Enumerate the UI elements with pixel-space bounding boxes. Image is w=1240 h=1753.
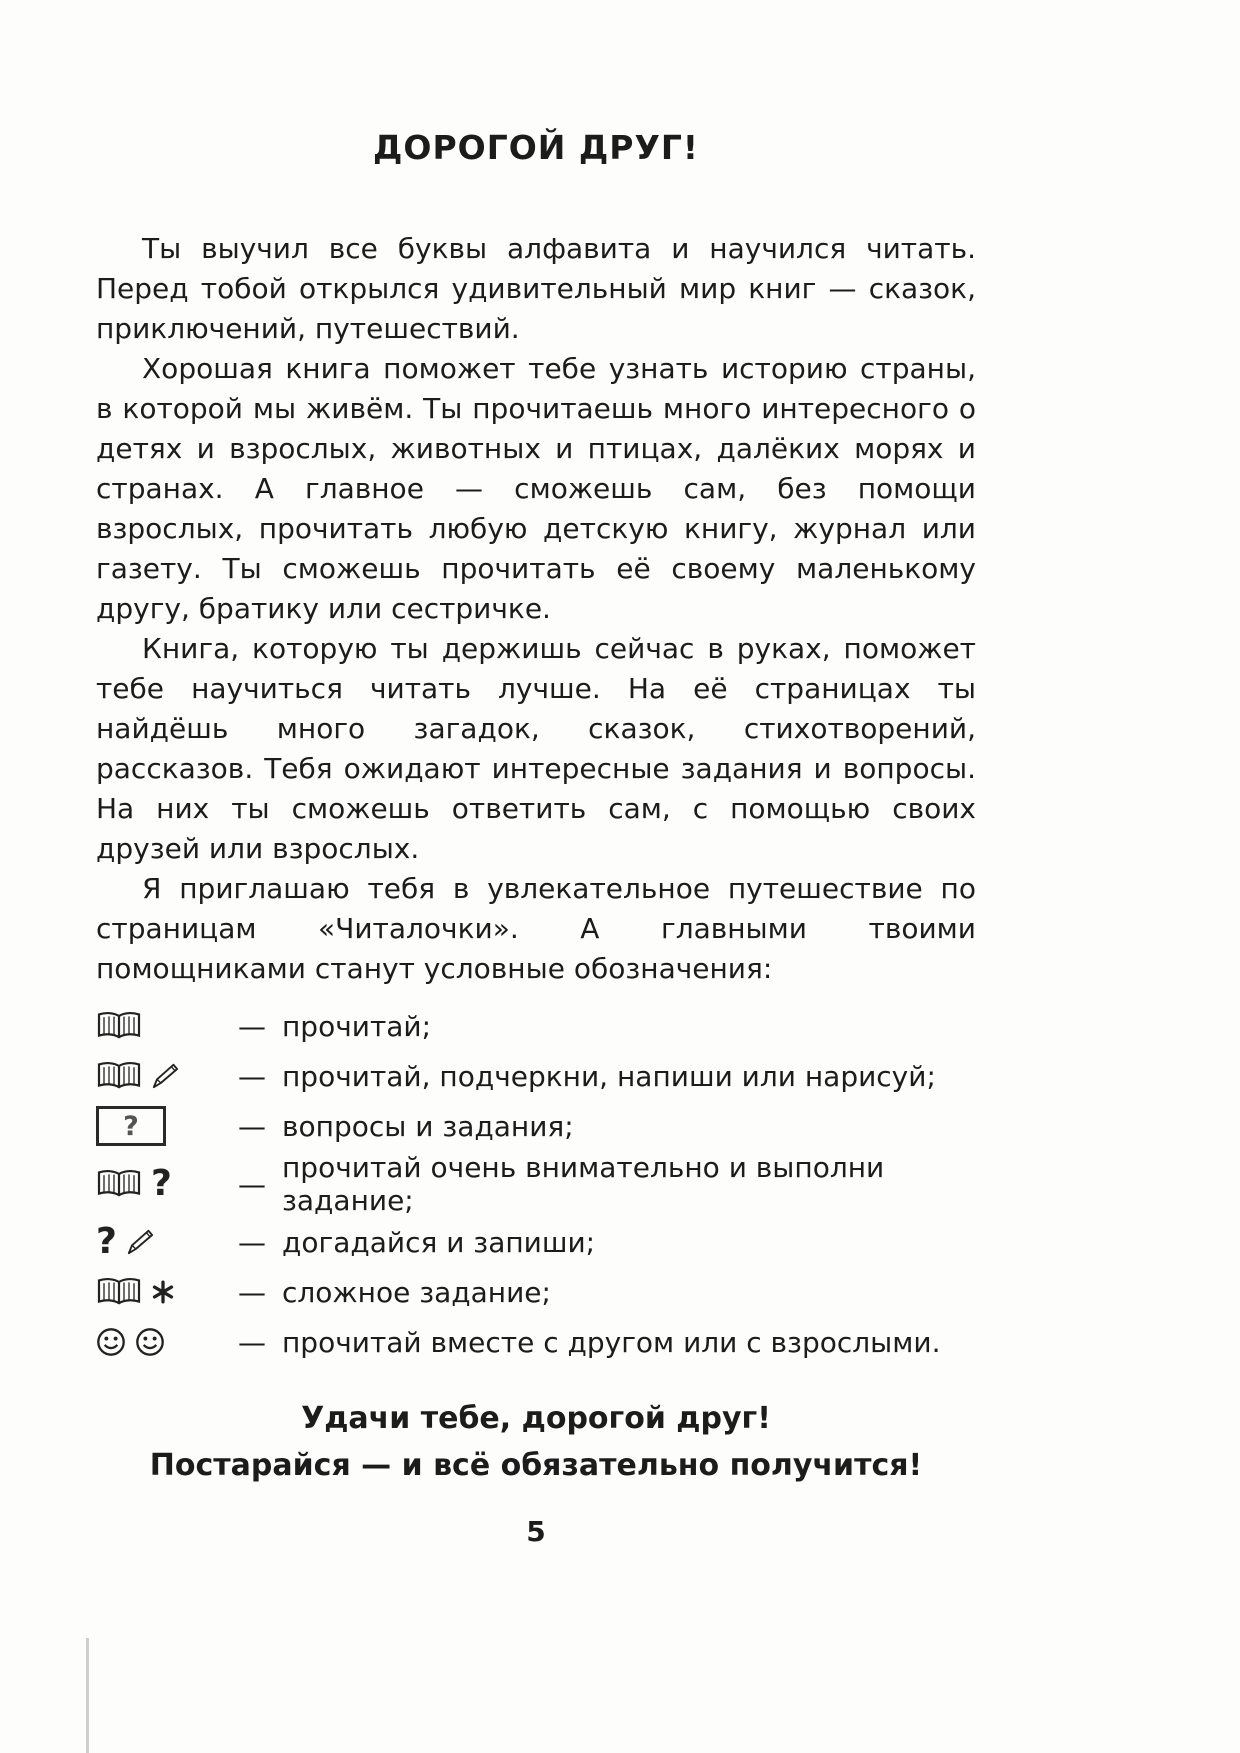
legend-label: прочитай, подчеркни, напиши или нарисуй; [282,1059,936,1093]
legend-label: вопросы и задания; [282,1109,574,1143]
legend-item [96,1001,976,1051]
legend-item [96,1217,976,1267]
scan-artifact-line [86,1638,89,1753]
paragraph: Хорошая книга поможет тебе узнать историю страны, в которой мы живём. Ты прочитаешь много интересного о детях и взрослых, животных и птицах, далёких морях и странах. А главное — сможешь сам, без помощи взрослых, прочитать любую детскую книгу, журнал или газету. Ты сможешь прочитать её своему маленькому другу, братику или сестричке. [96,352,976,625]
legend-dash: — [238,1059,266,1093]
legend-icons [96,1221,238,1262]
legend-icons [96,1327,238,1357]
closing-line: Удачи тебе, дорогой друг! [301,1401,771,1436]
open-book-icon [96,1011,142,1041]
asterisk-icon [151,1280,175,1304]
legend-icons [96,1163,238,1204]
closing-line: Постарайся — и всё обязательно получится! [149,1448,923,1483]
legend-dash: — [238,1009,266,1043]
legend-label: догадайся и запиши; [282,1225,596,1259]
boxed-question-icon: ? [96,1106,166,1146]
pencil-icon [151,1062,179,1090]
page-number: 5 [526,1515,546,1548]
legend-item [96,1267,976,1317]
page-content [96,116,976,1548]
smiley-icon [135,1327,165,1357]
legend-label: прочитай; [282,1009,432,1043]
legend-dash: — [238,1109,266,1143]
smiley-icon [96,1327,126,1357]
legend [96,1001,976,1367]
legend-label: прочитай очень внимательно и выполни задание; [282,1151,885,1217]
legend-dash: — [238,1225,266,1259]
legend-item [96,1101,976,1151]
legend-icons [96,1106,238,1146]
paragraph: Ты выучил все буквы алфавита и научился читать. Перед тобой открылся удивительный мир книг — сказок, приключений, путешествий. [96,232,976,345]
legend-item [96,1317,976,1367]
legend-item [96,1151,976,1217]
open-book-icon [96,1061,142,1091]
legend-dash: — [238,1325,266,1359]
closing-block [96,1395,976,1489]
legend-icons [96,1061,238,1091]
paragraph: Книга, которую ты держишь сейчас в руках, поможет тебе научиться читать лучше. На её страницах ты найдёшь много загадок, сказок, стихотворений, рассказов. Тебя ожидают интересные задания и вопросы. На них ты сможешь ответить сам, с помощью своих друзей или взрослых. [96,632,976,865]
pencil-icon [126,1228,154,1256]
legend-dash: — [238,1275,266,1309]
legend-label: сложное задание; [282,1275,551,1309]
legend-icons [96,1011,238,1041]
page-title: ДОРОГОЙ ДРУГ! [373,128,699,167]
legend-dash: — [238,1167,266,1201]
legend-icons [96,1277,238,1307]
question-icon: ? [151,1163,172,1204]
open-book-icon [96,1277,142,1307]
legend-item [96,1051,976,1101]
question-icon: ? [96,1221,117,1262]
open-book-icon [96,1169,142,1199]
paragraph: Я приглашаю тебя в увлекательное путешествие по страницам «Читалочки». А главными твоими помощниками станут условные обозначения: [96,872,976,985]
legend-label: прочитай вместе с другом или с взрослыми. [282,1325,941,1359]
